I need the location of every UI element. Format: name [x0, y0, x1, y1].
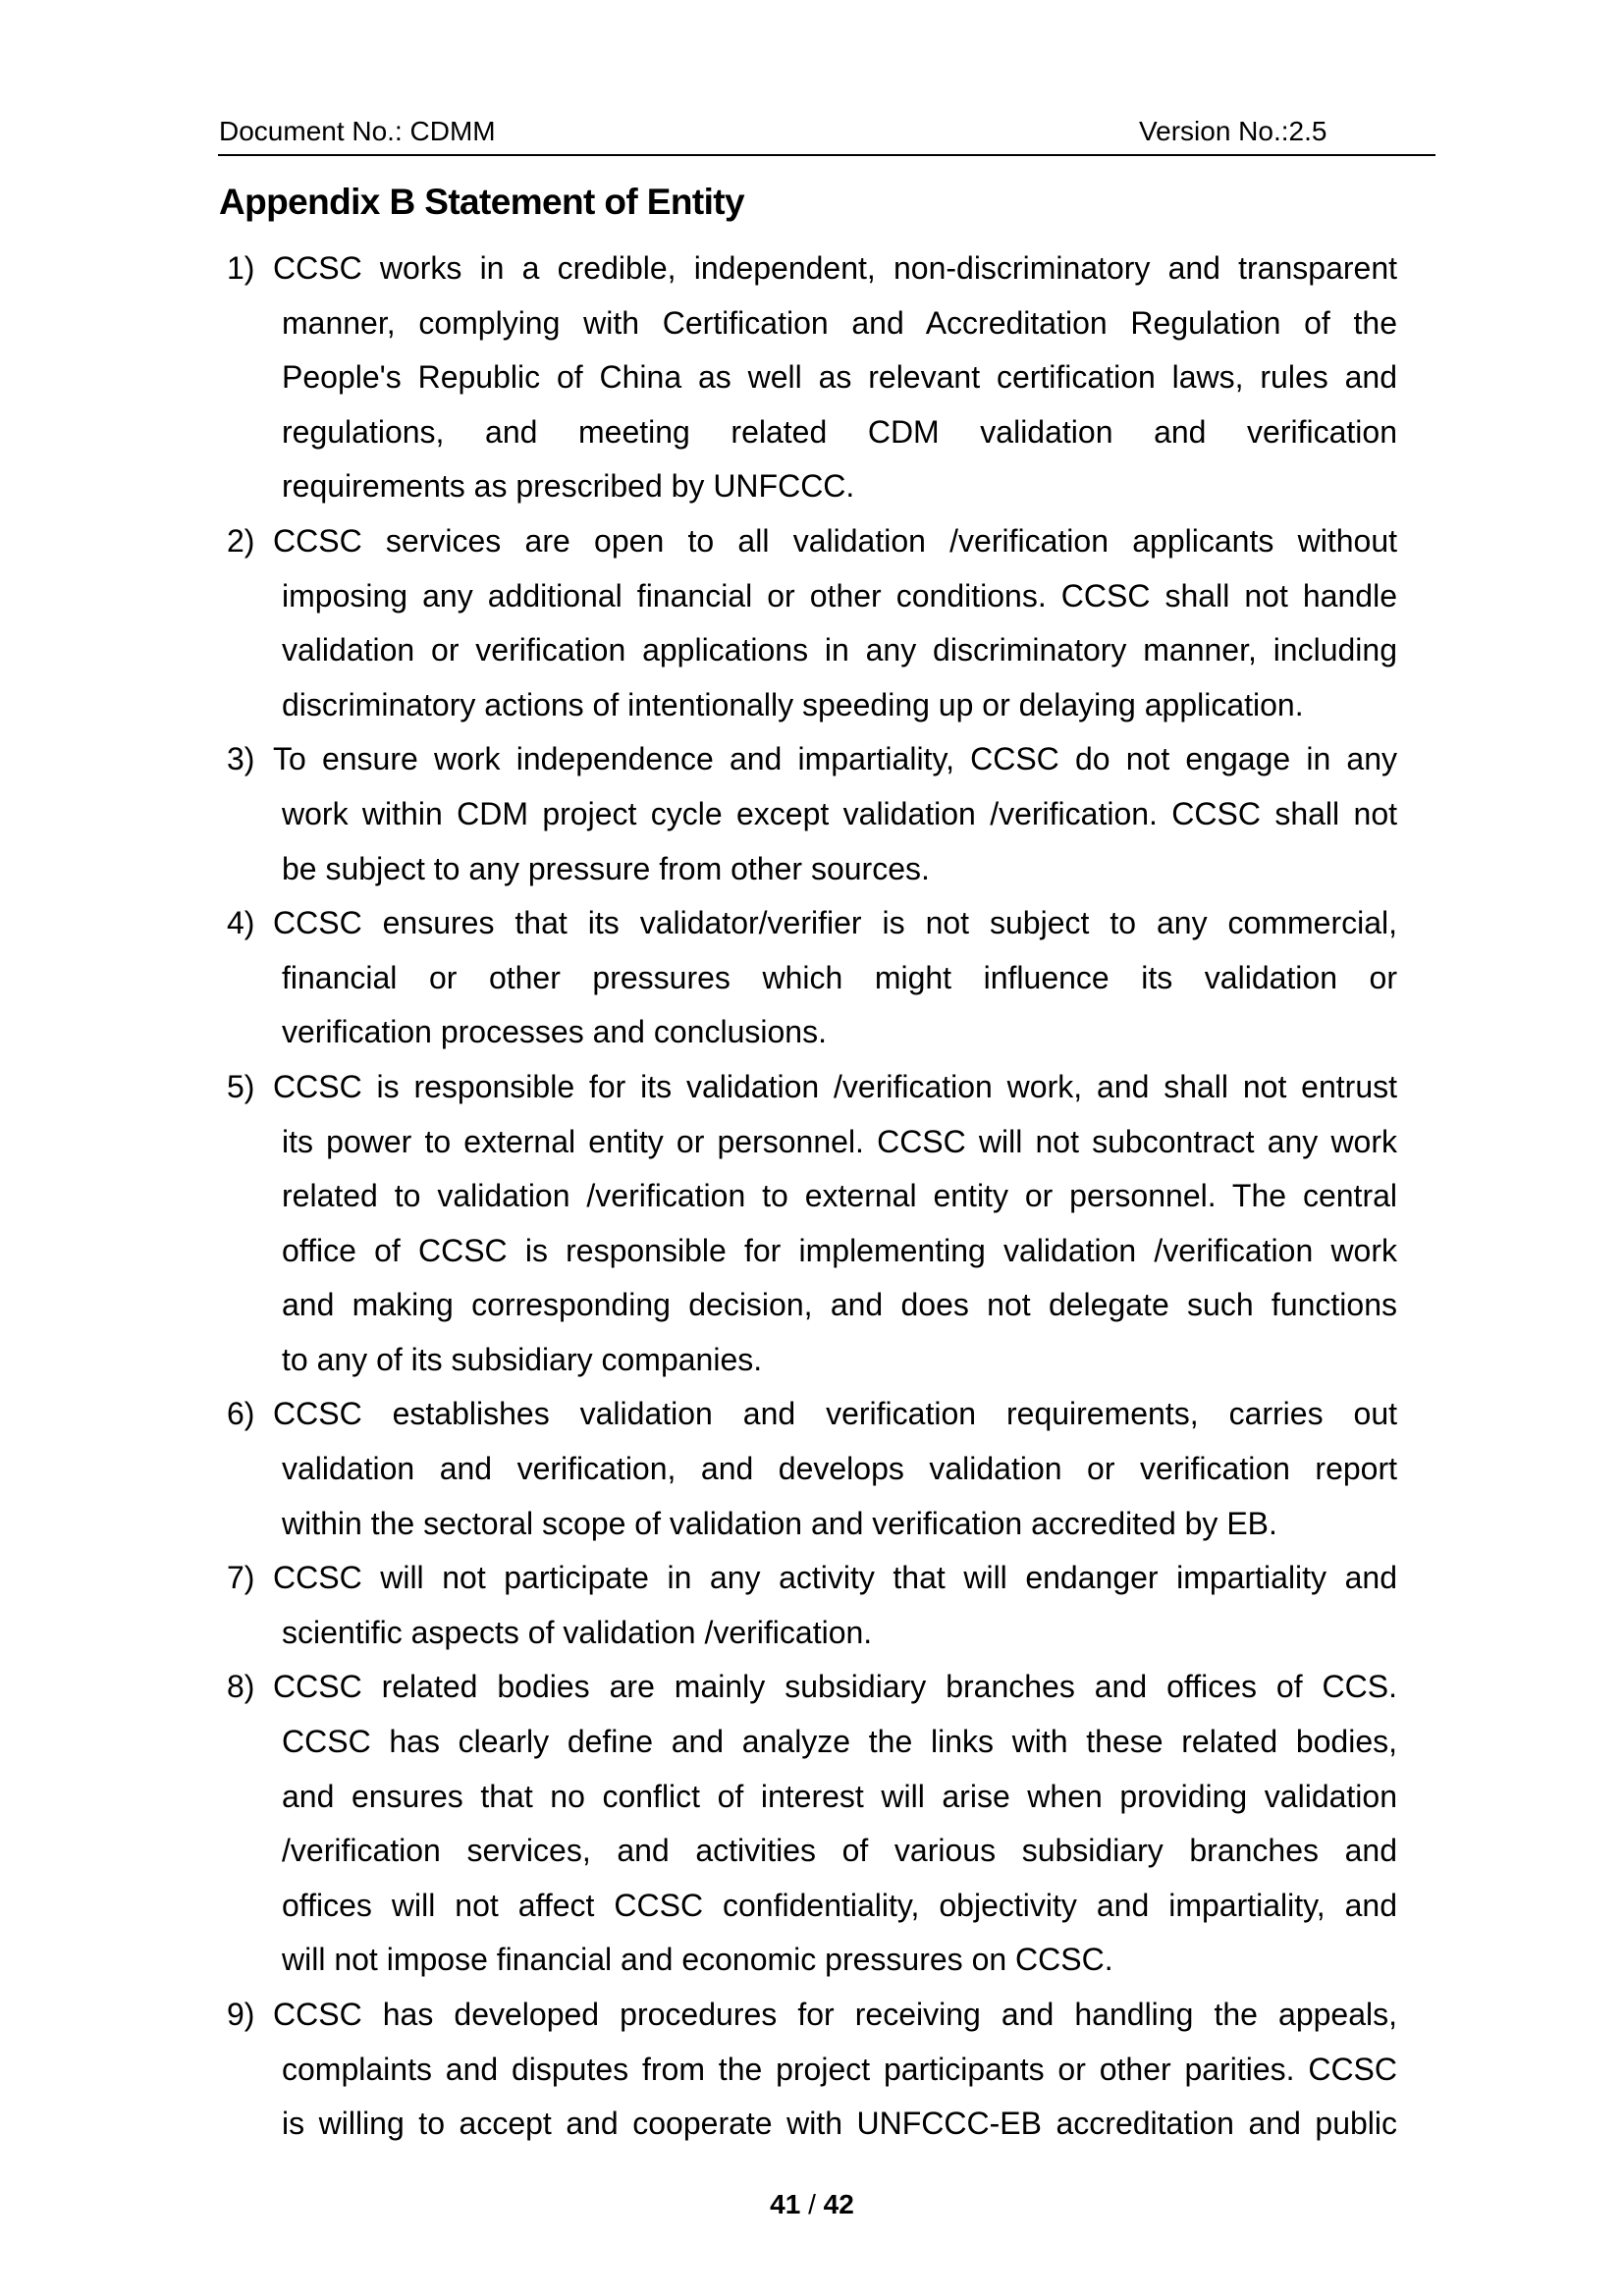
statement-text: CCSC will not participate in any activity that will endanger impartiality and	[273, 1560, 1397, 1596]
statement-line	[0, 1779, 1624, 1834]
statement-text: work within CDM project cycle except validation /verification. CCSC shall not	[282, 795, 1397, 831]
header-rule	[218, 154, 1435, 156]
statement-line	[0, 1997, 1624, 2052]
version-number: Version No.:2.5	[1139, 116, 1327, 146]
statement-line	[0, 741, 1624, 796]
statement-text: imposing any additional financial or other conditions. CCSC shall not handle	[282, 577, 1397, 614]
statement-text: to any of its subsidiary companies.	[282, 1341, 763, 1377]
statement-text: be subject to any pressure from other sources.	[282, 850, 930, 886]
total-pages: 42	[823, 2189, 854, 2219]
statement-line	[0, 1888, 1624, 1943]
statement-text: discriminatory actions of intentionally speeding up or delaying application.	[282, 686, 1304, 722]
statement-text: scientific aspects of validation /verification.	[282, 1614, 873, 1650]
page-number	[0, 2187, 1624, 2222]
statement-text: office of CCSC is responsible for implementing validation /verification work	[282, 1232, 1397, 1268]
current-page: 41	[770, 2189, 801, 2219]
page-title: Appendix B Statement of Entity	[219, 182, 744, 222]
statement-line	[0, 1287, 1624, 1342]
statement-line	[0, 2106, 1624, 2161]
statement-text: CCSC ensures that its validator/verifier is not subject to any commercial,	[273, 905, 1397, 941]
statement-line	[0, 1560, 1624, 1615]
statement-text: validation and verification, and develops validation or verification report	[282, 1451, 1397, 1487]
statement-text: is willing to accept and cooperate with UNFCCC-EB accreditation and public	[282, 2106, 1397, 2142]
statement-number: 1)	[227, 250, 255, 286]
statement-text: its power to external entity or personnel. CCSC will not subcontract any work	[282, 1123, 1397, 1159]
statement-text: To ensure work independence and impartiality, CCSC do not engage in any	[273, 741, 1397, 777]
statement-line	[0, 1178, 1624, 1233]
statement-text: requirements as prescribed by UNFCCC.	[282, 468, 855, 505]
statement-line	[0, 1451, 1624, 1506]
statement-number: 6)	[227, 1396, 255, 1432]
statement-line	[0, 796, 1624, 851]
statement-text: financial or other pressures which might influence its validation or	[282, 959, 1397, 995]
statement-text: CCSC works in a credible, independent, non-discriminatory and transparent	[273, 250, 1397, 286]
statement-line	[0, 960, 1624, 1015]
statement-number: 7)	[227, 1560, 255, 1596]
statement-text: offices will not affect CCSC confidentiality, objectivity and impartiality, and	[282, 1887, 1397, 1923]
statement-line	[0, 1342, 1624, 1397]
statement-text: CCSC related bodies are mainly subsidiary branches and offices of CCS.	[273, 1669, 1397, 1705]
statement-line	[0, 905, 1624, 960]
statement-text: and making corresponding decision, and does not delegate such functions	[282, 1287, 1397, 1323]
statement-line	[0, 1669, 1624, 1724]
statement-line	[0, 1833, 1624, 1888]
statement-line	[0, 359, 1624, 414]
statement-text: /verification services, and activities of various subsidiary branches and	[282, 1833, 1397, 1869]
statement-line	[0, 1615, 1624, 1670]
statement-line	[0, 414, 1624, 469]
statement-line	[0, 1724, 1624, 1779]
statement-line	[0, 851, 1624, 906]
statement-list	[0, 250, 1624, 2161]
statement-number: 3)	[227, 741, 255, 777]
statement-text: People's Republic of China as well as relevant certification laws, rules and	[282, 359, 1397, 396]
statement-text: CCSC is responsible for its validation /verification work, and shall not entrust	[273, 1068, 1397, 1104]
statement-line	[0, 1942, 1624, 1997]
statement-line	[0, 632, 1624, 687]
statement-line	[0, 1233, 1624, 1288]
statement-text: complaints and disputes from the project participants or other parities. CCSC	[282, 2051, 1397, 2087]
statement-line	[0, 1506, 1624, 1561]
statement-text: manner, complying with Certification and Accreditation Regulation of the	[282, 304, 1397, 341]
statement-text: and ensures that no conflict of interest will arise when providing validation	[282, 1778, 1397, 1814]
statement-text: CCSC has developed procedures for receiving and handling the appeals,	[273, 1997, 1397, 2032]
statement-text: within the sectoral scope of validation and verification accredited by EB.	[282, 1505, 1277, 1541]
statement-line	[0, 1014, 1624, 1069]
statement-number: 8)	[227, 1669, 255, 1705]
statement-line	[0, 1396, 1624, 1451]
statement-line	[0, 468, 1624, 523]
statement-text: will not impose financial and economic pressures on CCSC.	[282, 1942, 1113, 1978]
page-separator: /	[800, 2189, 824, 2219]
statement-number: 4)	[227, 905, 255, 941]
statement-line	[0, 523, 1624, 578]
statement-line	[0, 1069, 1624, 1124]
statement-text: CCSC has clearly define and analyze the links with these related bodies,	[282, 1724, 1397, 1760]
statement-line	[0, 305, 1624, 360]
statement-number: 5)	[227, 1068, 255, 1104]
statement-number: 2)	[227, 522, 255, 559]
statement-line	[0, 578, 1624, 633]
statement-line	[0, 687, 1624, 742]
statement-text: CCSC establishes validation and verification requirements, carries out	[273, 1396, 1397, 1432]
statement-text: CCSC services are open to all validation /verification applicants without	[273, 522, 1397, 559]
statement-text: regulations, and meeting related CDM validation and verification	[282, 413, 1397, 450]
statement-text: related to validation /verification to external entity or personnel. The central	[282, 1178, 1397, 1214]
document-number: Document No.: CDMM	[219, 116, 496, 146]
statement-number: 9)	[227, 1997, 255, 2032]
statement-line	[0, 2052, 1624, 2107]
statement-line	[0, 250, 1624, 305]
statement-text: verification processes and conclusions.	[282, 1014, 827, 1050]
statement-line	[0, 1124, 1624, 1179]
statement-text: validation or verification applications in any discriminatory manner, including	[282, 632, 1397, 668]
